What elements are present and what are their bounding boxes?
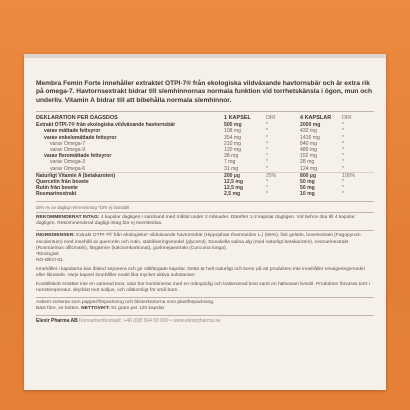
declaration-title: DEKLARATION PER DAGSDOS (36, 115, 118, 122)
declaration-row (36, 191, 374, 197)
value-4-capsules: 840 mg (300, 140, 317, 147)
consumer-contact: Konsumentkontakt: +46 (0)8 564 50 000 • www.elexirpharma.se (77, 318, 221, 325)
dri-4-capsules: * (342, 165, 344, 172)
value-4-capsules: 480 mg (300, 147, 317, 154)
dri-note: DRI=% av dagligt referensintag *DRI ej fastställt (36, 204, 130, 210)
nutrient-name: varav mättade fettsyror (44, 128, 101, 135)
nutrient-name: varav enkelomättade fettsyror (44, 134, 117, 141)
dri-4-capsules: * (342, 153, 344, 160)
col2-header: 4 KAPSLAR (300, 115, 332, 122)
value-1-capsule: 38 mg (224, 153, 239, 160)
net-weight-value: 91 gram per 120 kapslar (109, 306, 165, 312)
value-4-capsules: 1416 mg (300, 134, 320, 141)
supplement-info-paragraph: Kosttillskott ersätter inte en varierad kost, utan bör kombineras med en mångsidig och balanserad kost samt en hälsosam livsstil. Produkten förvaras torrt i rumstemperatur, skyddat mot solljus, och oåtkomligt för små barn. (36, 282, 370, 294)
value-4-capsules: 124 mg (300, 165, 317, 172)
dri-1-capsule: 25% (262, 172, 300, 179)
value-1-capsule: 2,5 mg (224, 191, 241, 198)
nutrient-name: Quercetin från bovete (36, 179, 89, 186)
value-1-capsule: 7 mg (224, 159, 236, 166)
divider (36, 212, 374, 213)
value-1-capsule: 210 mg (224, 140, 241, 147)
declaration-table (36, 111, 374, 201)
value-1-capsule: 12,5 mg (224, 179, 243, 186)
value-1-capsule: 31 mg (224, 165, 239, 172)
organic-footnote: *Ekologisk (36, 251, 59, 257)
dosage-label: REKOMMENDERAT INTAG: (36, 215, 100, 221)
nutrient-name: varav Omega-6 (50, 165, 86, 172)
intro-text: Membra Femin Forte innehåller extraktet OTPI-7® från ekologiska vildväxande havtornsbär och är extra rik på omega-7. Havtornsextrakt bidrar till slemhinnornas normala funktion vid torrhetskänsla i ögon, mun och underliv. Vitamin A bidrar till att bibehålla normala slemhinnor. (36, 80, 372, 104)
dri-4-capsules: * (342, 159, 344, 166)
dri-1-capsule: * (266, 191, 268, 198)
dri-1-capsule: * (266, 122, 268, 129)
value-4-capsules: 50 mg (300, 179, 315, 186)
company-footer (36, 318, 374, 324)
declaration-row (36, 166, 374, 173)
nutrient-name: varav Omega-3 (50, 159, 86, 166)
nutrient-name: varav fleromättade fettsyror (44, 153, 112, 160)
dri-4-capsules: * (342, 147, 344, 154)
dri-1-capsule: * (266, 179, 268, 186)
nutrient-name: Extrakt OTPI-7® från ekologiska vildväxande havtornsbär (36, 122, 176, 129)
value-1-capsule: 200 µg (224, 172, 262, 179)
company-name: Elexir Pharma AB (36, 318, 78, 325)
divider (36, 230, 374, 231)
dri-1-capsule: * (266, 128, 268, 135)
dri-4-capsules: * (342, 122, 344, 129)
dosage-paragraph (36, 215, 374, 227)
nutrient-name: Rutin från bovete (36, 185, 78, 192)
declaration-header-row (36, 114, 374, 122)
ingredients-label: INGREDIENSER: (36, 233, 75, 239)
value-1-capsule: 120 mg (224, 147, 241, 154)
value-4-capsules: 10 mg (300, 191, 315, 198)
capsule-info-paragraph: Innehållet i kapslarna kan ibland separera och ge olikfärgade kapslar. Detta är helt naturligt och beror på att produkten inte innehåller emulgeringsmedel eller liknande. Varje kapsel innehåller exakt lika mycket aktiva substanser. (36, 266, 365, 278)
dri-1-capsule: * (266, 185, 268, 192)
best-before-text: Bäst före, se botten. (36, 306, 82, 312)
nutrient-name: Naturligt Vitamin A (betakaroten) (36, 172, 224, 179)
nutrient-name: varav Omega-7 (50, 140, 86, 147)
net-weight-label: NETTOVIKT: (81, 306, 110, 312)
recycling-text: Askem sorteras som papper/förpackning och blisterkartorna som plastförpackning. (36, 300, 215, 306)
nutrient-name: varav Omega-9 (50, 147, 86, 154)
dri2-header: DRI (342, 115, 352, 122)
nutrient-name: Rosmarinextrakt (36, 191, 77, 198)
dri-4-capsules: * (342, 179, 344, 186)
value-4-capsules: 152 mg (300, 153, 317, 160)
dri-4-capsules: 100% (338, 172, 374, 179)
panel-top-rule (24, 54, 386, 58)
dri-4-capsules: * (342, 140, 344, 147)
dri-4-capsules: * (342, 185, 344, 192)
dri-1-capsule: * (266, 153, 268, 160)
ingredients-text: Extrakt OTPI-7® från ekologiska* vildväxande havtornsbär (Hippophaë rhamnoides L.) (66%), fisk gelatin, bovetextrakt (Fagopyrum esculentum) med innehåll av quercetin och rutin, stabiliseringsmedel (glycerol), Dunaliella salina alg (med naturligt betakaroten), rosmarinextrakt (Rosmarinus officinalis), färgämne (kalciumkarbonat), gurkmejaextrakt (Curcuma longa). (36, 233, 361, 251)
divider (36, 315, 374, 316)
col1-header: 1 KAPSEL (224, 115, 251, 122)
value-4-capsules: 800 µg (300, 172, 338, 179)
dri-1-capsule: * (266, 159, 268, 166)
dri-4-capsules: * (342, 128, 344, 135)
value-1-capsule: 12,5 mg (224, 185, 243, 192)
dri1-header: DRI (266, 115, 276, 122)
dri-1-capsule: * (266, 165, 268, 172)
packaging-paragraph (36, 300, 374, 312)
ingredients-paragraph (36, 233, 374, 263)
value-1-capsule: 500 mg (224, 122, 242, 129)
value-4-capsules: 2000 mg (300, 122, 321, 129)
dri-1-capsule: * (266, 140, 268, 147)
organic-cert: NO-ØKO-01 (36, 257, 63, 263)
dri-1-capsule: * (266, 134, 268, 141)
value-4-capsules: 50 mg (300, 185, 315, 192)
value-4-capsules: 432 mg (300, 128, 317, 135)
dri-4-capsules: * (342, 191, 344, 198)
dosage-text: 4 kapslar dagligen i samband med måltid under 2 månader. Därefter 1-2 kapslar dagligen. Vid behov ökа till 4 kapslar dagligen. Rekommenderat dagligt intag bör ej överskridas. (36, 215, 355, 227)
divider (36, 297, 374, 298)
value-4-capsules: 28 mg (300, 159, 315, 166)
label-panel (24, 54, 386, 390)
dri-4-capsules: * (342, 134, 344, 141)
value-1-capsule: 354 mg (224, 134, 241, 141)
dri-1-capsule: * (266, 147, 268, 154)
value-1-capsule: 108 mg (224, 128, 241, 135)
declaration-row (36, 172, 374, 179)
